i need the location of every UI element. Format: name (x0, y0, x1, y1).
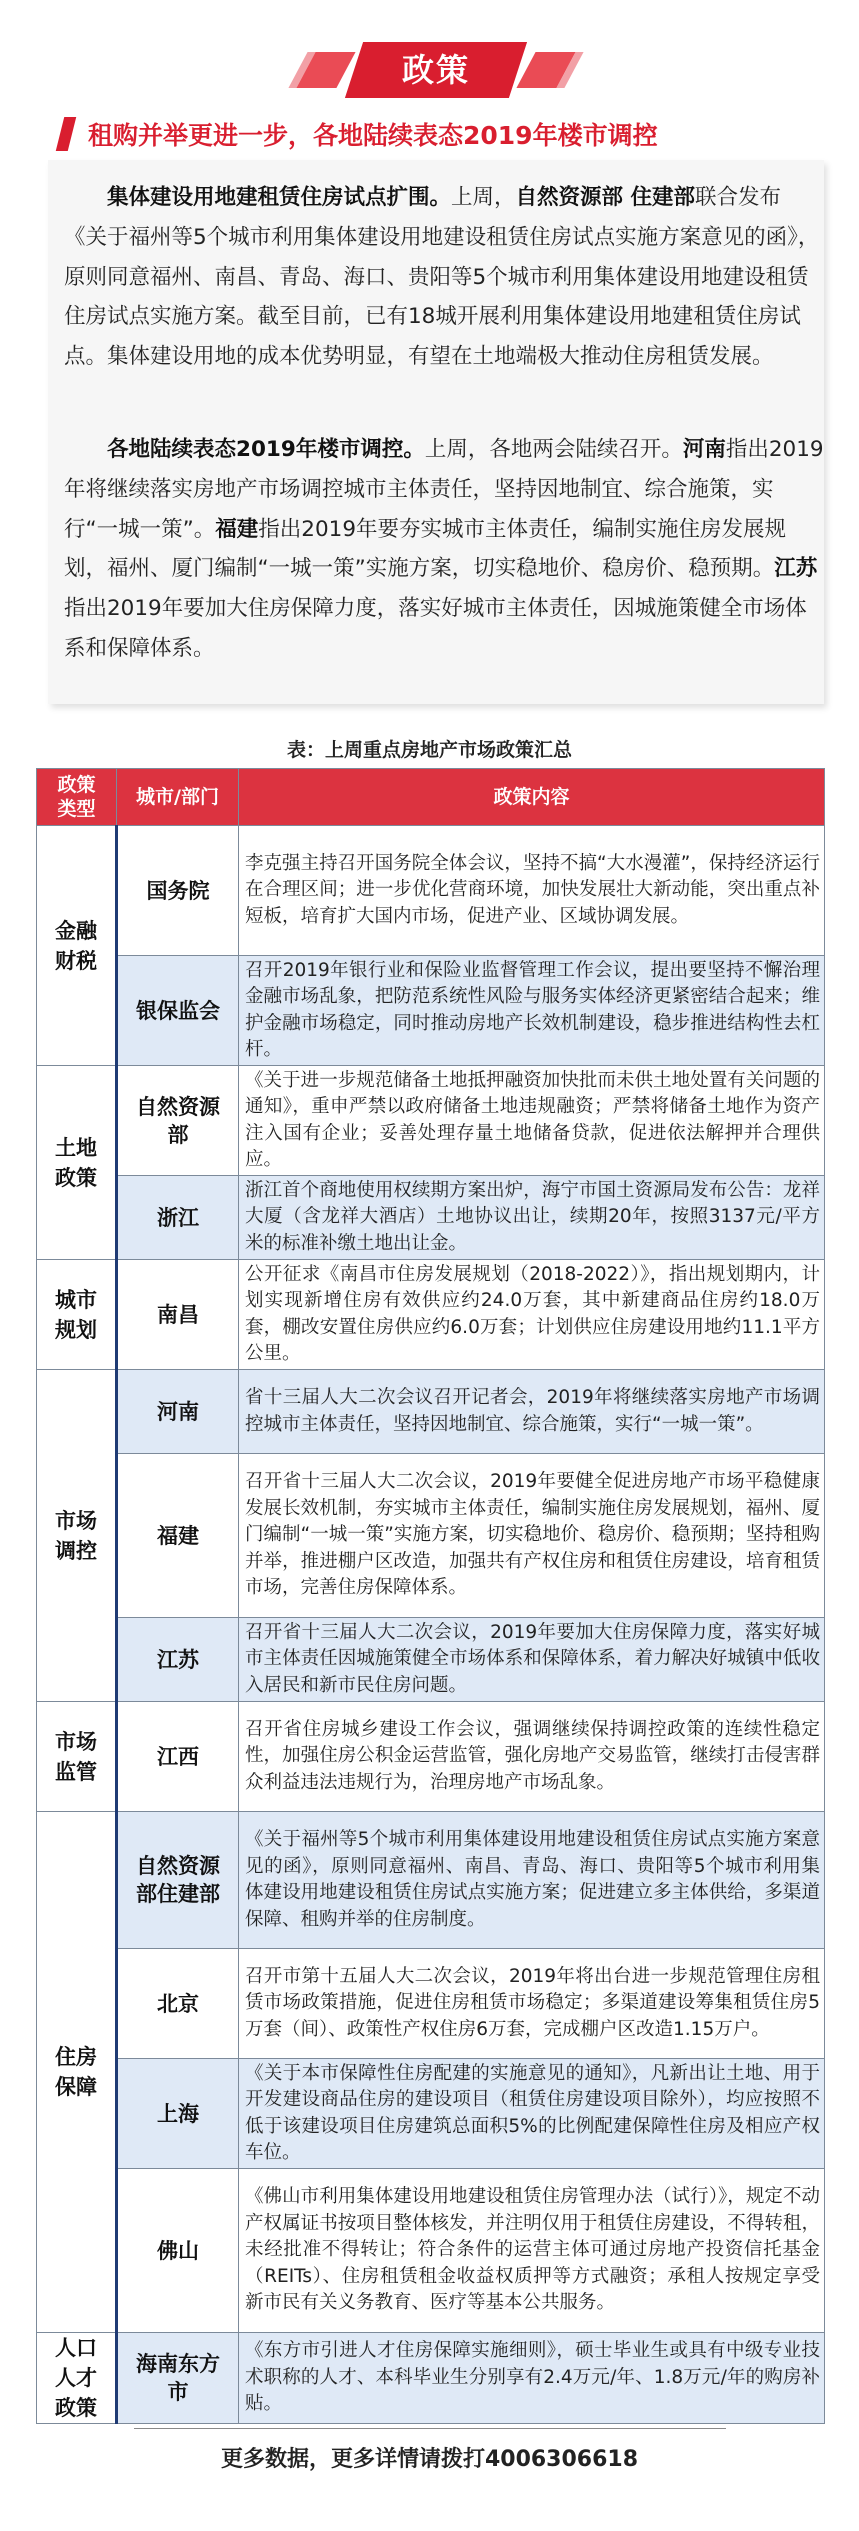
policy-city: 南昌 (117, 1260, 239, 1370)
text-run: 自然资源部 住建部 (515, 185, 696, 210)
table-row (37, 826, 825, 956)
policy-city: 江西 (117, 1702, 239, 1812)
subtitle-text: 租购并举更进一步，各地陆续表态2019年楼市调控 (88, 121, 658, 150)
policy-content: 《关于本市保障性住房配建的实施意见的通知》，凡新出让土地、用于开发建设商品住房的建设项目（租赁住房建设项目除外），均应按照不低于该建设项目住房建筑总面积5%的比例配建保障性住房及相应产权车位。 (239, 2059, 825, 2169)
header-city: 城市/部门 (117, 769, 239, 826)
table-row (37, 1618, 825, 1702)
policy-city: 佛山 (117, 2169, 239, 2333)
policy-city: 自然资源部住建部 (117, 1812, 239, 1949)
policy-city: 江苏 (117, 1618, 239, 1702)
section-banner (0, 34, 859, 106)
policy-city: 国务院 (117, 826, 239, 956)
text-run: 福建 (215, 516, 259, 542)
policy-content: 召开市第十五届人大二次会议，2019年将出台进一步规范管理住房租赁市场政策措施，促进住房租赁市场稳定；多渠道建设筹集租赁住房5万套（间）、政策性产权住房6万套，完成棚户区改造1.15万户。 (239, 1949, 825, 2059)
policy-content: 省十三届人大二次会议召开记者会，2019年将继续落实房地产市场调控城市主体责任，坚持因地制宜、综合施策，实行“一城一策”。 (239, 1370, 825, 1454)
text-run: 上周，各地两会陆续召开。 (424, 437, 683, 462)
policy-category: 人口人才政策 (37, 2333, 117, 2424)
table-row (37, 1370, 825, 1454)
policy-content: 浙江首个商地使用权续期方案出炉，海宁市国土资源局发布公告：龙祥大厦（含龙祥大酒店）土地协议出让，续期20年，按照3137元/平方米的标准补缴土地出让金。 (239, 1176, 825, 1260)
article-paragraph-1 (64, 178, 824, 377)
text-run: 各地陆续表态2019年楼市调控。 (107, 437, 425, 462)
policy-table (36, 768, 825, 2424)
policy-content: 《东方市引进人才住房保障实施细则》，硕士毕业生或具有中级专业技术职称的人才、本科毕业生分别享有2.4万元/年、1.8万元/年的购房补贴。 (239, 2333, 825, 2424)
header-content: 政策内容 (239, 769, 825, 826)
policy-content: 召开省住房城乡建设工作会议，强调继续保持调控政策的连续性稳定性，加强住房公积金运营监管，强化房地产交易监管，继续打击侵害群众利益违法违规行为，治理房地产市场乱象。 (239, 1702, 825, 1812)
header-type: 政策类型 (37, 769, 117, 826)
policy-content: 召开省十三届人大二次会议，2019年要健全促进房地产市场平稳健康发展长效机制，夯实城市主体责任，编制实施住房发展规划，福州、厦门编制“一城一策”实施方案，切实稳地价、稳房价、稳预期；坚持租购并举，推进棚户区改造，加强共有产权住房和租赁住房建设，培育租赁市场，完善住房保障体系。 (239, 1454, 825, 1618)
policy-city: 北京 (117, 1949, 239, 2059)
table-row (37, 1176, 825, 1260)
text-run: 江苏 (774, 556, 818, 582)
table-row (37, 1702, 825, 1812)
policy-content: 《佛山市利用集体建设用地建设租赁住房管理办法（试行）》，规定不动产权属证书按项目整体核发，并注明仅用于租赁住房建设，不得转租，未经批准不得转让；符合条件的运营主体可通过房地产投资信托基金（REITs）、住房租赁租金收益权质押等方式融资；承租人按规定享受新市民有关义务教育、医疗等基本公共服务。 (239, 2169, 825, 2333)
policy-category: 土地政策 (37, 1066, 117, 1260)
policy-category: 市场调控 (37, 1370, 117, 1702)
policy-city: 自然资源部 (117, 1066, 239, 1176)
policy-category: 金融财税 (37, 826, 117, 1066)
table-row (37, 2169, 825, 2333)
policy-content: 公开征求《南昌市住房发展规划（2018-2022）》，指出规划期内，计划实现新增住房有效供应约24.0万套，其中新建商品住房约18.0万套，棚改安置住房供应约6.0万套；计划供应住房建设用地约11.1平方公里。 (239, 1260, 825, 1370)
table-row (37, 1260, 825, 1370)
text-run: 集体建设用地建租赁住房试点扩围。 (107, 185, 452, 210)
table-row (37, 1454, 825, 1618)
table-row (37, 1066, 825, 1176)
table-row (37, 1812, 825, 1949)
footer-divider (134, 2428, 726, 2429)
policy-city: 浙江 (117, 1176, 239, 1260)
footer-contact: 更多数据，更多详情请拨打4006306618 (220, 2447, 639, 2472)
table-body (37, 826, 825, 2424)
text-run: 指出2019年要加大住房保障力度，落实好城市主体责任，因城施策健全市场体系和保障体系。 (64, 596, 807, 661)
policy-category: 市场监管 (37, 1702, 117, 1812)
section-title: 政策 (401, 51, 470, 89)
text-run: 河南 (682, 437, 726, 462)
policy-content: 《关于福州等5个城市利用集体建设用地建设租赁住房试点实施方案意见的函》，原则同意福州、南昌、青岛、海口、贵阳等5个城市利用集体建设用地建设租赁住房试点实施方案；促进建立多主体供给，多渠道保障、租购并举的住房制度。 (239, 1812, 825, 1949)
subtitle-marker (56, 117, 76, 151)
text-run: 联合发布《关于福州等5个城市利用集体建设用地建设租赁住房试点实施方案意见的函》，原则同意福州、南昌、青岛、海口、贵阳等5个城市利用集体建设用地建设租赁住房试点实施方案。截至目前，已有18城开展利用集体建设用地建租赁住房试点。集体建设用地的成本优势明显，有望在土地端极大推动住房租赁发展。 (64, 185, 820, 370)
policy-city: 河南 (117, 1370, 239, 1454)
table-row (37, 2059, 825, 2169)
policy-city: 福建 (117, 1454, 239, 1618)
policy-city: 海南东方市 (117, 2333, 239, 2424)
policy-city: 上海 (117, 2059, 239, 2169)
text-run: 指出2019年要夯实城市主体责任，编制实施住房发展规划，福州、厦门编制“一城一策”实施方案，切实稳地价、稳房价、稳预期。 (64, 516, 787, 582)
table-row (37, 2333, 825, 2424)
policy-city: 银保监会 (117, 956, 239, 1066)
article-subtitle (60, 116, 658, 152)
policy-content: 《关于进一步规范储备土地抵押融资加快批而未供土地处置有关问题的通知》，重申严禁以政府储备土地违规融资；严禁将储备土地作为资产注入国有企业；妥善处理存量土地储备贷款，促进依法解押并合理供应。 (239, 1066, 825, 1176)
article-box (48, 160, 824, 704)
table-row (37, 1949, 825, 2059)
policy-content: 召开2019年银行业和保险业监督管理工作会议，提出要坚持不懈治理金融市场乱象，把防范系统性风险与服务实体经济更紧密结合起来；维护金融市场稳定，同时推动房地产长效机制建设，稳步推进结构性去杠杆。 (239, 956, 825, 1066)
article-paragraph-2 (64, 430, 824, 669)
table-header-row (37, 769, 825, 826)
policy-category: 城市规划 (37, 1260, 117, 1370)
table-row (37, 956, 825, 1066)
policy-content: 李克强主持召开国务院全体会议，坚持不搞“大水漫灌”，保持经济运行在合理区间；进一步优化营商环境，加快发展壮大新动能，突出重点补短板，培育扩大国内市场，促进产业、区域协调发展。 (239, 826, 825, 956)
table-caption: 表：上周重点房地产市场政策汇总 (286, 739, 572, 761)
policy-content: 召开省十三届人大二次会议，2019年要加大住房保障力度，落实好城市主体责任因城施策健全市场体系和保障体系，着力解决好城镇中低收入居民和新市民住房问题。 (239, 1618, 825, 1702)
text-run: 上周， (451, 185, 516, 210)
text-run: 指出2019年将继续落实房地产市场调控城市主体责任，坚持因地制宜、综合施策，实行“一城一策”。 (64, 437, 824, 542)
policy-category: 住房保障 (37, 1812, 117, 2333)
